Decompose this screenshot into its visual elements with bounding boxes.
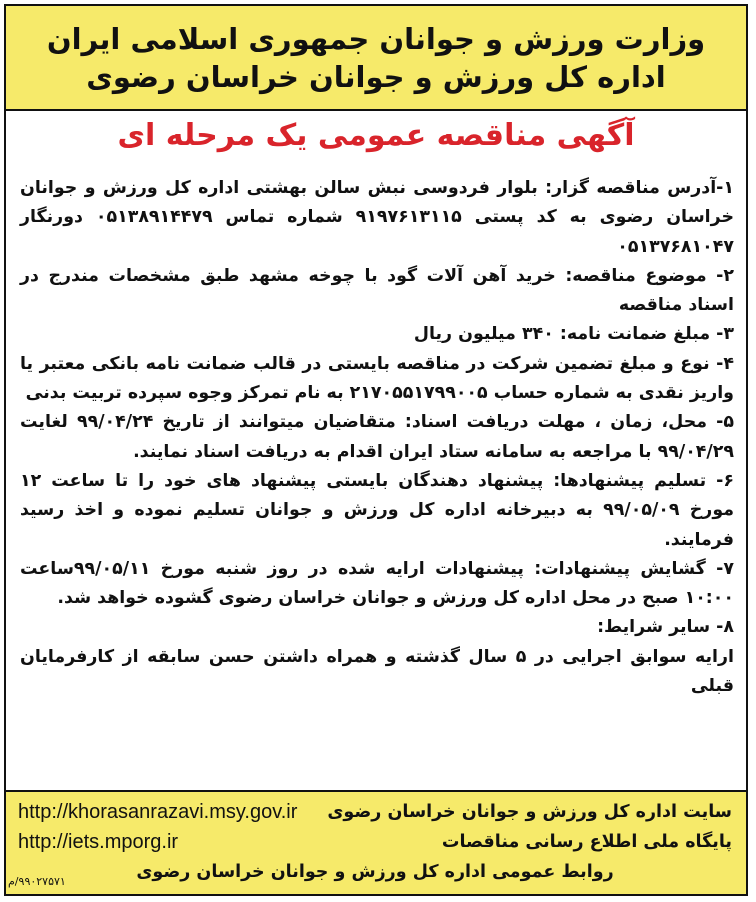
portal-label: پایگاه ملی اطلاع رسانی مناقصات	[441, 832, 732, 852]
reference-number: ۹۹۰۲۷۵۷۱/م	[8, 875, 66, 888]
portal-url-link[interactable]: http://iets.mporg.ir	[18, 830, 179, 853]
header-banner	[6, 6, 746, 111]
ministry-name: وزارت ورزش و جوانان جمهوری اسلامی ایران	[46, 21, 706, 56]
item-document-receipt: ۵- محل، زمان ، مهلت دریافت اسناد: متقاضیان میتوانند از تاریخ ۹۹/۰۴/۲۴ لغایت ۹۹/۰۴/۲۹ با مراجعه به سامانه ستاد ایران اقدام به دریافت اسناد نمایند.	[20, 412, 734, 462]
item-opening: ۷- گشایش پیشنهادات: پیشنهادات ارایه شده در روز شنبه مورخ ۹۹/۰۵/۱۱ساعت ۱۰:۰۰ صبح در محل اداره کل ورزش و جوانان خراسان رضوی گشوده خواهد شد.	[20, 558, 734, 609]
notice-title: آگهی مناقصه عمومی یک مرحله ای	[117, 118, 635, 153]
notice-frame	[4, 4, 748, 896]
public-relations-label: روابط عمومی اداره کل ورزش و جوانان خراسان رضوی	[136, 862, 614, 882]
item-other-conditions: ۸- سایر شرایط:	[597, 617, 734, 638]
item-address: ۱-آدرس مناقصه گزار: بلوار فردوسی نبش سالن بهشتی اداره کل ورزش و جوانان خراسان رضوی به کد پستی ۹۱۹۷۶۱۳۱۱۵ شماره تماس ۰۵۱۳۸۹۱۴۴۷۹ دورنگار ۰۵۱۳۷۶۸۱۰۴۷	[20, 178, 734, 257]
item-other-conditions-text: ارایه سوابق اجرایی در ۵ سال گذشته و همراه داشتن حسن سابقه از کارفرمایان قبلی	[20, 646, 734, 697]
notice-body	[20, 174, 734, 701]
footer-portal-row	[18, 828, 732, 856]
department-name: اداره کل ورزش و جوانان خراسان رضوی	[86, 59, 666, 94]
item-guarantee-type: ۴- نوع و مبلغ تضمین شرکت در مناقصه بایستی در قالب ضمانت نامه بانکی معتبر یا واریز نقدی به شماره حساب ۲۱۷۰۵۵۱۷۹۹۰۰۵ به نام تمرکز وجوه سپرده تربیت بدنی	[20, 353, 734, 404]
site-label: سایت اداره کل ورزش و جوانان خراسان رضوی	[327, 802, 732, 822]
site-url-link[interactable]: http://khorasanrazavi.msy.gov.ir	[18, 800, 298, 823]
item-guarantee-amount: ۳- مبلغ ضمانت نامه: ۳۴۰ میلیون ریال	[413, 324, 734, 345]
footer-pr-row	[18, 858, 732, 886]
footer-site-row	[18, 798, 732, 826]
item-submission: ۶- تسلیم پیشنهادها: پیشنهاد دهندگان بایستی پیشنهاد های خود را تا ساعت ۱۲ مورخ ۹۹/۰۵/۰۹ به دبیرخانه اداره کل ورزش و جوانان تسلیم نموده و اخذ رسید فرمایند.	[20, 470, 734, 550]
item-subject: ۲- موضوع مناقصه: خرید آهن آلات گود با چوخه مشهد طبق مشخصات مندرج در اسناد مناقصه	[20, 265, 734, 316]
footer-banner	[6, 790, 746, 894]
